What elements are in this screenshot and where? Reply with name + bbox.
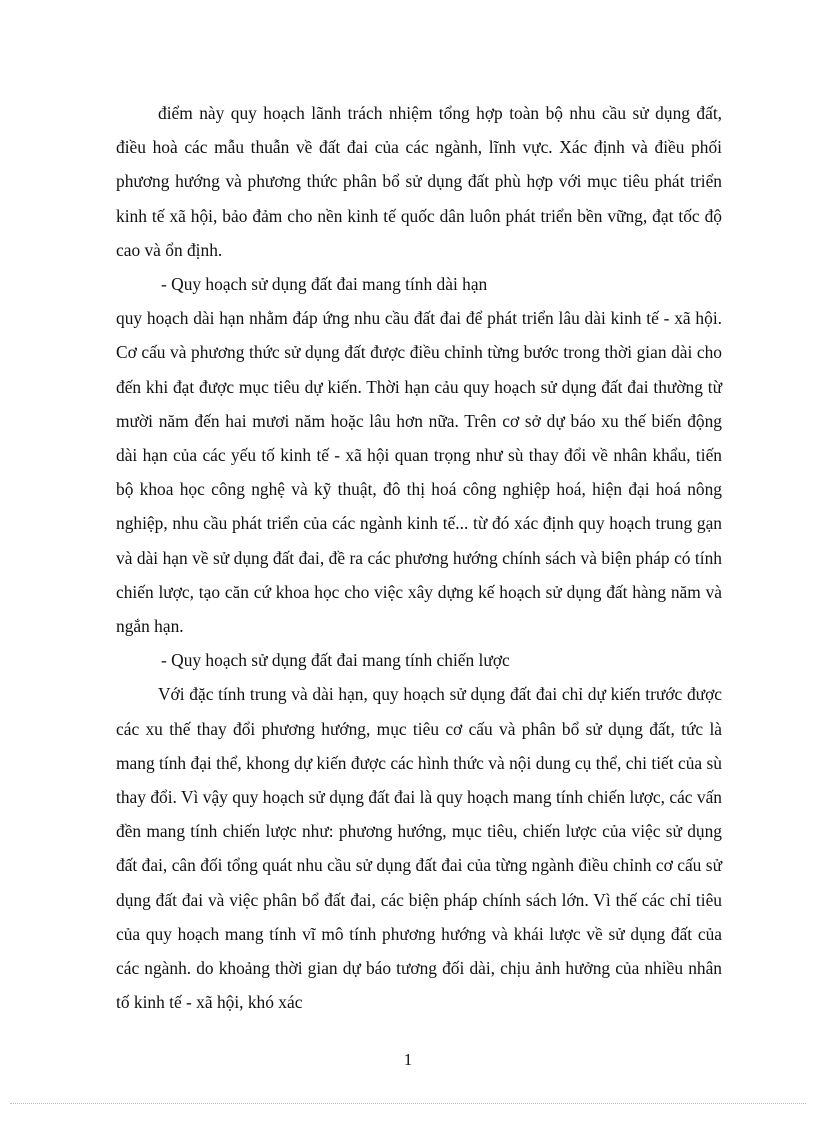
paragraph-long-term: quy hoạch dài hạn nhằm đáp ứng nhu cầu đất đai để phát triển lâu dài kinh tế - xã hội. Cơ cấu và phương thức sử dụng đất được điều chỉnh từng bước trong thời gian dài cho đến khi đạt được mục tiêu dự kiến. Thời hạn cảu quy hoạch sử dụng đất đai thường từ mười năm đến hai mươi năm hoặc lâu hơn nữa. Trên cơ sở dự báo xu thế biến động dài hạn của các yếu tố kinh tế - xã hội quan trọng như sù thay đổi về nhân khẩu, tiến bộ khoa học công nghệ và kỹ thuật, đô thị hoá công nghiệp hoá, hiện đại hoá nông nghiệp, nhu cầu phát triển của các ngành kinh tế... từ đó xác định quy hoạch trung gạn và dài hạn về sử dụng đất đai, đề ra các phương hướng chính sách và biện pháp có tính chiến lược, tạo căn cứ khoa học cho việc xây dựng kế hoạch sử dụng đất hàng năm và ngắn hạn.: [116, 308, 722, 637]
page-bottom-divider: [10, 1103, 806, 1104]
paragraph-continuation: điểm này quy hoạch lãnh trách nhiệm tổng hợp toàn bộ nhu cầu sử dụng đất, điều hoà các mẫu thuẫn về đất đai của các ngành, lĩnh vực. Xác định và điều phối phương hướng và phương thức phân bổ sử dụng đất phù hợp với mục tiêu phát triển kinh tế xã hội, bảo đảm cho nền kinh tế quốc dân luôn phát triển bền vững, đạt tốc độ cao và ổn định.: [116, 103, 722, 260]
section-heading-strategic: - Quy hoạch sử dụng đất đai mang tính chiến lược: [161, 650, 510, 671]
body-text: [116, 96, 722, 1019]
section-heading-long-term: - Quy hoạch sử dụng đất đai mang tính dài hạn: [161, 274, 488, 295]
paragraph-strategic: Với đặc tính trung và dài hạn, quy hoạch sử dụng đất đai chỉ dự kiến trước được các xu thế thay đổi phương hướng, mục tiêu cơ cấu và phân bổ sử dụng đất, tức là mang tính đại thể, khong dự kiến được các hình thức và nội dung cụ thể, chi tiết của sù thay đổi. Vì vậy quy hoạch sử dụng đất đai là quy hoạch mang tính chiến lược, các vấn đền mang tính chiến lược như: phương hướng, mục tiêu, chiến lược của việc sử dụng đất đai, cân đối tổng quát nhu cầu sử dụng đất đai của từng ngành điều chỉnh cơ cấu sử dụng đất đai và việc phân bổ đất đai, các biện pháp chính sách lớn. Vì thế các chỉ tiêu của quy hoạch mang tính vĩ mô tính phương hướng và khái lược về sử dụng đất của các ngành. do khoảng thời gian dự báo tương đối dài, chịu ảnh hưởng của nhiều nhân tố kinh tế - xã hội, khó xác: [116, 684, 722, 1013]
page-number: 1: [403, 1050, 413, 1069]
